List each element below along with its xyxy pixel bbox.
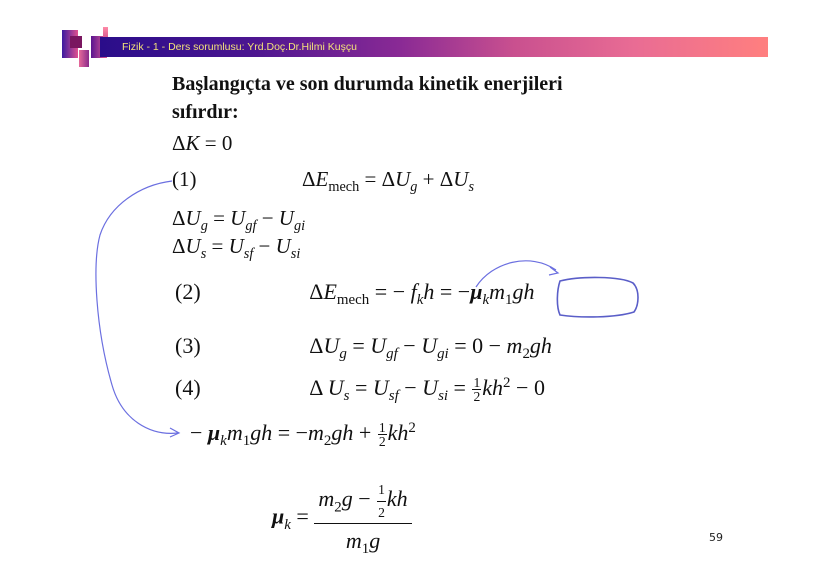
equation-label: (1): [172, 167, 197, 191]
equation-label: (4): [175, 375, 201, 400]
equation-3: (3) $\Delta U_g = U_{gf} - U_{gi} = 0 - m_2gh$: [175, 333, 552, 363]
equation-delta-us: $\Delta U_s = U_{sf} - U_{si}$: [172, 234, 301, 262]
equation-label: (2): [175, 279, 201, 304]
delta-k: ΔK: [172, 131, 200, 155]
page-number: 59: [709, 531, 723, 544]
result-numerator: $m_2g$ − $\frac{1}{2}$ kh: [314, 483, 411, 524]
fraction-half: $\frac{1}{2}$: [378, 419, 386, 450]
fraction-half: $\frac{1}{2}$: [473, 374, 481, 405]
heading-line-1: Başlangıçta ve son durumda kinetik enerjileri: [172, 73, 563, 95]
heading-line-2: sıfırdır:: [172, 101, 239, 123]
equation-delta-ug: $\Delta U_g = U_{gf} - U_{gi}$: [172, 206, 306, 234]
top-arrow-head-icon: [549, 267, 558, 275]
result-denominator: $m_1g$: [345, 528, 381, 558]
equation-combined: − $\mu_km_1gh = -m_2gh$ + $\frac{1}{2}$ $kh^2$: [190, 419, 416, 450]
logo-block: [79, 50, 89, 67]
left-arrow-icon: [96, 181, 178, 433]
circle-highlight-icon: [557, 277, 638, 317]
equation-delta-k: ΔK = 0: [172, 131, 233, 155]
equation-result: $\mu_k$ = $m_2g$ − $\frac{1}{2}$ kh $m_1g$: [272, 483, 412, 554]
equation-1: (1) $\Delta E_{mech} = \Delta U_g + \Delta U_s$: [172, 167, 475, 195]
logo-block: [70, 36, 82, 48]
equation-4: (4) Δ $U_s = U_{sf} - U_{si}$ = $\frac{1}{2}$ $kh^2 - 0$: [175, 374, 545, 405]
left-arrow-head-icon: [170, 428, 179, 437]
equation-2: (2) $\Delta E_{mech}$ = − $f_kh = -\mu_km_1gh$: [175, 279, 535, 309]
result-fraction: [314, 482, 411, 558]
header-title: Fizik - 1 - Ders sorumlusu: Yrd.Doç.Dr.Hilmi Kuşçu: [122, 41, 357, 53]
equation-label: (3): [175, 333, 201, 358]
